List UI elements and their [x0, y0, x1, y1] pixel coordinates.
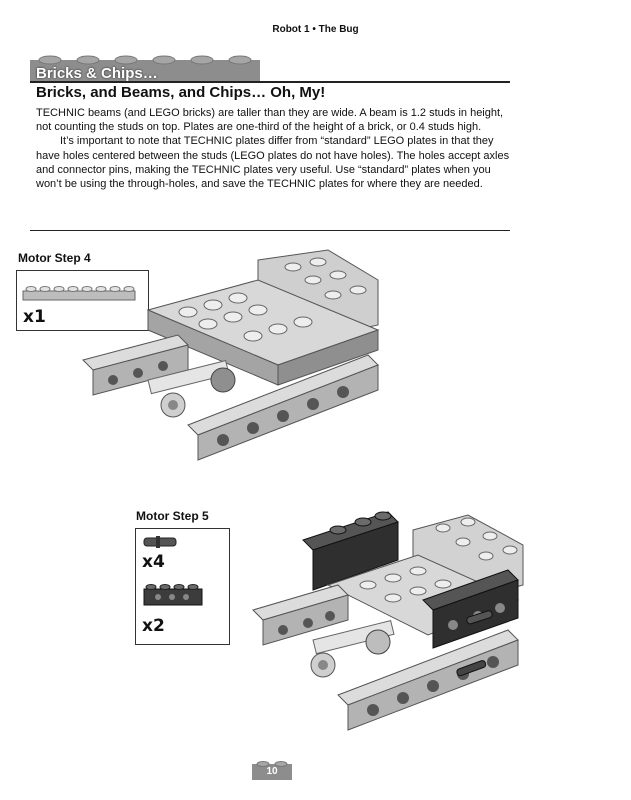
step5-parts-list — [135, 528, 230, 645]
section-banner — [30, 50, 262, 84]
paragraph-2: It’s important to note that TECHNIC plates differ from “standard” LEGO plates in that they have holes centered between the studs (LEGO plates do not have holes). The holes accept axles and connector pins, making the TECHNIC plates very useful. Use “standard” plates when you won’t be using the through-holes, and save the TECHNIC plates for where they are needed. — [36, 135, 510, 191]
section-heading: Bricks, and Beams, and Chips… Oh, My! — [36, 84, 326, 101]
motor-step5-model-illustration — [238, 500, 538, 750]
step5-qty-brick: x2 — [142, 616, 165, 636]
step5-title: Motor Step 5 — [136, 509, 209, 523]
paragraph-1: TECHNIC beams (and LEGO bricks) are taller than they are wide. A beam is 1.2 studs in height, not counting the studs on top. Plates are one-third of the height of a brick, or 0.4 studs high. — [36, 107, 504, 134]
heading-rule — [30, 81, 510, 83]
running-head: Robot 1 • The Bug — [272, 24, 359, 35]
page-number: 10 — [266, 766, 278, 777]
motor-step4-model-illustration — [78, 240, 388, 490]
technic-brick-1x4-icon — [144, 585, 202, 606]
connector-pin-icon — [144, 536, 176, 548]
step4-title: Motor Step 4 — [18, 251, 91, 265]
body-text — [36, 106, 510, 191]
step4-qty-plate: x1 — [23, 307, 46, 327]
banner-label: Bricks & Chips… — [36, 65, 158, 82]
step5-qty-pin: x4 — [142, 552, 165, 572]
section-end-rule — [30, 230, 510, 231]
